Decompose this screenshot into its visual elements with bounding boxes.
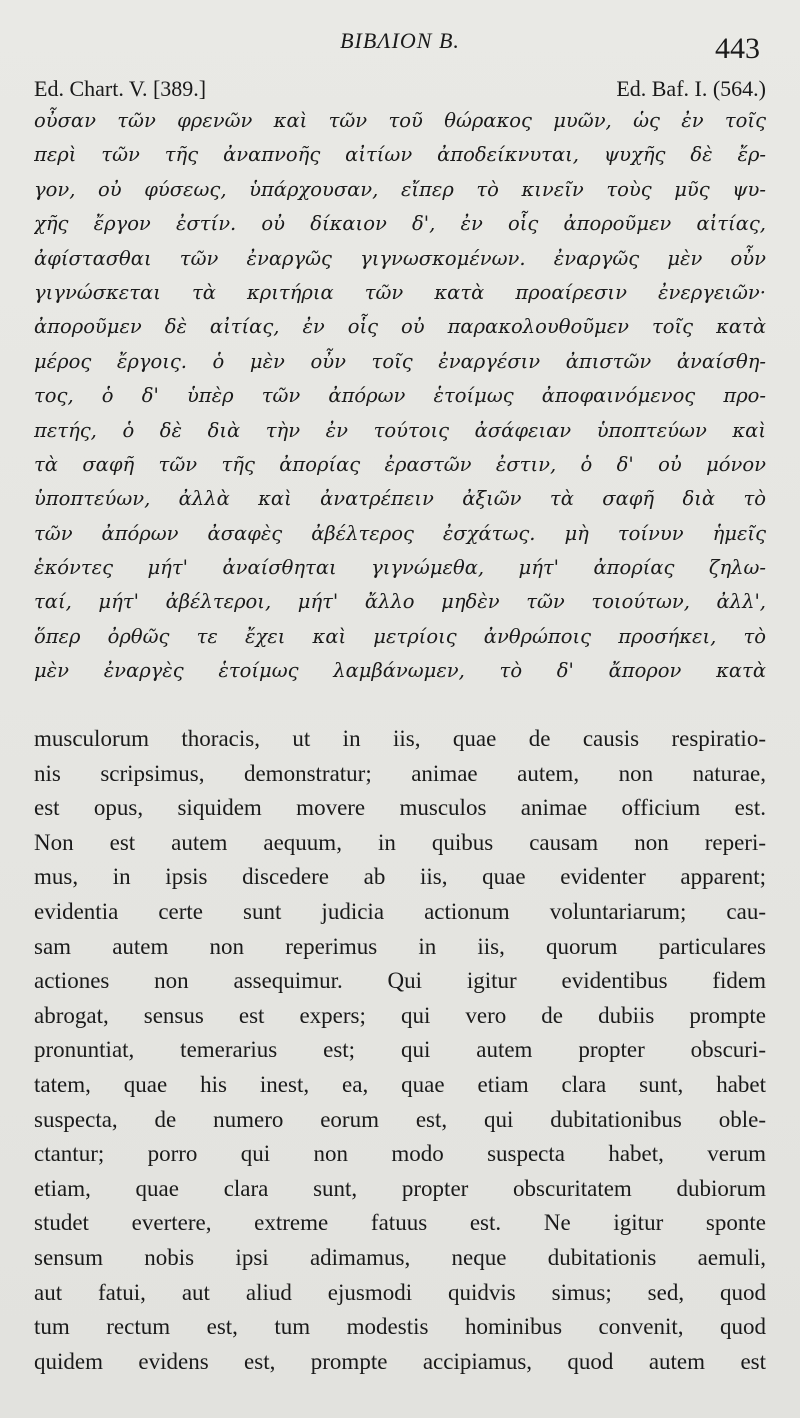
latin-text-line: tatem, quae his inest, ea, quae etiam clara sunt, habet	[34, 1071, 766, 1097]
greek-text-line: χῆς ἔργον ἐστίν. οὐ δίκαιον δ', ἐν οἷς ἀποροῦμεν αἰτίας,	[34, 212, 766, 236]
latin-text-line: tum rectum est, tum modestis hominibus convenit, quod	[34, 1314, 766, 1340]
greek-text-line: ὅπερ ὀρθῶς τε ἔχει καὶ μετρίοις ἀνθρώποις προσήκει, τὸ	[34, 624, 766, 648]
greek-text-line: περὶ τῶν τῆς ἀναπνοῆς αἰτίων ἀποδείκνυται, ψυχῆς δὲ ἔρ-	[34, 143, 766, 167]
latin-text-line: nis scripsimus, demonstratur; animae autem, non naturae,	[34, 760, 766, 786]
latin-text-line: mus, in ipsis discedere ab iis, quae evidenter apparent;	[34, 864, 766, 890]
latin-text-line: est opus, siquidem movere musculos animae officium est.	[34, 795, 766, 821]
latin-text-line: abrogat, sensus est expers; qui vero de dubiis prompte	[34, 1002, 766, 1028]
greek-text-line: μὲν ἐναργὲς ἑτοίμως λαμβάνωμεν, τὸ δ' ἄπορον κατὰ	[34, 659, 766, 683]
latin-text-line: musculorum thoracis, ut in iis, quae de causis respiratio-	[34, 726, 766, 751]
latin-text-line: suspecta, de numero eorum est, qui dubitationibus oble-	[34, 1106, 766, 1132]
greek-text-line: πετής, ὁ δὲ διὰ τὴν ἐν τούτοις ἀσάφειαν ὑποπτεύων καὶ	[34, 418, 766, 442]
greek-text-line: γον, οὐ φύσεως, ὑπάρχουσαν, εἴπερ τὸ κινεῖν τοὺς μῦς ψυ-	[34, 177, 766, 201]
edition-chart-ref: Ed. Chart. V. [389.]	[34, 76, 207, 101]
latin-text-line: etiam, quae clara sunt, propter obscuritatem dubiorum	[34, 1175, 766, 1201]
running-head	[0, 22, 800, 65]
greek-text-line: τὰ σαφῆ τῶν τῆς ἀπορίας ἐραστῶν ἐστιν, ὁ δ' οὐ μόνον	[34, 452, 766, 476]
edition-line	[34, 76, 766, 106]
latin-text-line: quidem evidens est, prompte accipiamus, quod autem est	[34, 1348, 766, 1374]
greek-text-line: ταί, μήτ' ἀβέλτεροι, μήτ' ἄλλο μηδὲν τῶν τοιούτων, ἀλλ',	[34, 590, 766, 614]
latin-text-line: Non est autem aequum, in quibus causam non reperi-	[34, 829, 766, 855]
latin-text-line: ctantur; porro qui non modo suspecta habet, verum	[34, 1141, 766, 1167]
latin-text-line: aut fatui, aut aliud ejusmodi quidvis simus; sed, quod	[34, 1279, 766, 1305]
greek-text-line: ἀφίστασθαι τῶν ἐναργῶς γιγνωσκομένων. ἐναργῶς μὲν οὖν	[34, 246, 766, 270]
greek-text-line: ἀποροῦμεν δὲ αἰτίας, ἐν οἷς οὐ παρακολουθοῦμεν τοῖς κατὰ	[34, 315, 766, 339]
greek-text-line: τῶν ἀπόρων ἀσαφὲς ἀβέλτερος ἐσχάτως. μὴ τοίνυν ἡμεῖς	[34, 521, 766, 545]
latin-text-line: sam autem non reperimus in iis, quorum particulares	[34, 933, 766, 959]
latin-text-line: studet evertere, extreme fatuus est. Ne igitur sponte	[34, 1210, 766, 1236]
latin-text-block	[34, 722, 766, 1379]
latin-text-line: pronuntiat, temerarius est; qui autem propter obscuri-	[34, 1037, 766, 1063]
greek-text-block	[34, 104, 766, 689]
greek-text-line: ὑποπτεύων, ἀλλὰ καὶ ἀνατρέπειν ἀξιῶν τὰ σαφῆ διὰ τὸ	[34, 487, 766, 511]
page-number: 443	[715, 32, 760, 65]
latin-text-line: actiones non assequimur. Qui igitur evidentibus fidem	[34, 968, 766, 994]
greek-text-line: γιγνώσκεται τὰ κριτήρια τῶν κατὰ προαίρεσιν ἐνεργειῶν·	[34, 280, 766, 304]
running-title: BIBΛΙΟΝ Β.	[340, 28, 460, 53]
edition-basel-ref: Ed. Baf. I. (564.)	[616, 76, 766, 101]
greek-text-line: τος, ὁ δ' ὑπὲρ τῶν ἀπόρων ἑτοίμως ἀποφαινόμενος προ-	[34, 384, 766, 408]
greek-text-line: ἑκόντες μήτ' ἀναίσθηται γιγνώμεθα, μήτ' ἀπορίας ζηλω-	[34, 556, 766, 580]
greek-text-line: οὖσαν τῶν φρενῶν καὶ τῶν τοῦ θώρακος μυῶν, ὡς ἐν τοῖς	[34, 109, 766, 132]
latin-text-line: evidentia certe sunt judicia actionum voluntariarum; cau-	[34, 898, 766, 924]
greek-text-line: μέρος ἔργοις. ὁ μὲν οὖν τοῖς ἐναργέσιν ἀπιστῶν ἀναίσθη-	[34, 349, 766, 373]
latin-text-line: sensum nobis ipsi adimamus, neque dubitationis aemuli,	[34, 1244, 766, 1270]
